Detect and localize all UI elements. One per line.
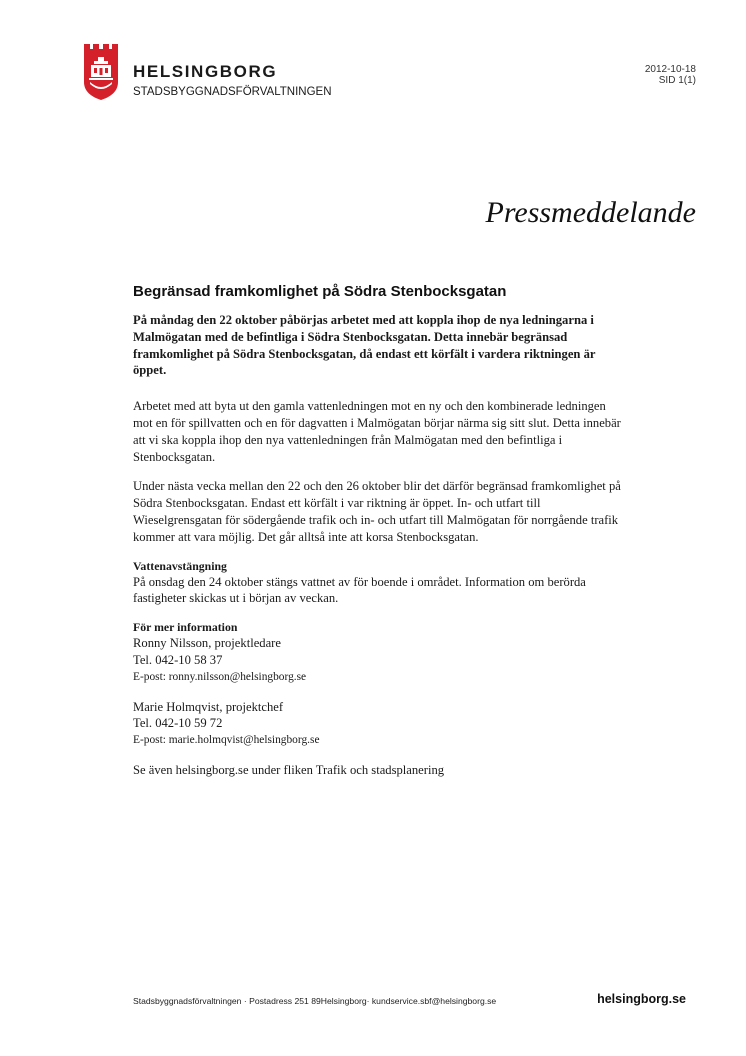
contact-2-block <box>133 699 623 749</box>
contact-1-email[interactable]: E-post: ronny.nilsson@helsingborg.se <box>133 670 307 683</box>
helsingborg-crest-icon <box>82 44 120 100</box>
contact-heading: För mer information <box>133 620 238 635</box>
contact-2-email[interactable]: E-post: marie.holmqvist@helsingborg.se <box>133 734 320 747</box>
contact-1-phone: Tel. 042-10 58 37 <box>133 652 223 667</box>
department-name: STADSBYGGNADSFÖRVALTNINGEN <box>133 86 332 98</box>
footer-address: Stadsbyggnadsförvaltningen · Postadress 251 89Helsingborg· kundservice.sbf@helsingborg.se <box>133 996 497 1006</box>
document-type-title: Pressmeddelande <box>485 196 696 229</box>
contact-2-name: Marie Holmqvist, projektchef <box>133 699 284 714</box>
article-paragraph-2: Under nästa vecka mellan den 22 och den 26 oktober blir det därför begränsad framkomlighet på Södra Stenbocksgatan. Endast ett körfält i var riktning är öppet. In- och utfart till Wieselgrensgatan för södergående trafik och in- och utfart till Malmögatan för norrgående trafik kommer att vara möjlig. Det går alltså inte att korsa Stenbocksgatan. <box>133 479 621 544</box>
article-lead: På måndag den 22 oktober påbörjas arbetet med att koppla ihop de nya ledningarna i Malmögatan med de befintliga i Södra Stenbocksgatan. Detta innebär begränsad framkomlighet på Södra Stenbocksgatan, då endast ett körfält i vardera riktningen är öppet. <box>133 313 596 378</box>
organization-name: HELSINGBORG <box>133 62 278 81</box>
water-shutoff-text: På onsdag den 24 oktober stängs vattnet av för boende i området. Information om berörda fastigheter skickas ut i början av veckan. <box>133 574 586 606</box>
contact-2-phone: Tel. 042-10 59 72 <box>133 716 223 731</box>
contact-1-name: Ronny Nilsson, projektledare <box>133 636 281 651</box>
article-headline: Begränsad framkomlighet på Södra Stenbocksgatan <box>133 283 507 300</box>
article-body <box>133 282 623 792</box>
footer-website-link[interactable]: helsingborg.se <box>597 992 686 1006</box>
document-date: 2012-10-18 <box>644 64 696 75</box>
see-also-text: Se även helsingborg.se under fliken Trafik och stadsplanering <box>133 762 445 777</box>
crest-svg <box>82 44 120 100</box>
page-number: SID 1(1) <box>658 75 696 86</box>
water-shutoff-section <box>133 559 623 608</box>
article-paragraph-1: Arbetet med att byta ut den gamla vattenledningen mot en ny och den kombinerade ledningen mot en för spillvatten och en för dagvatten i Malmögatan börjar närma sig sitt slut. Detta innebär att vi ska koppla ihop den nya vattenledningen från Malmögatan med den befintliga i Stenbocksgatan. <box>133 399 621 464</box>
water-shutoff-heading: Vattenavstängning <box>133 558 227 573</box>
contact-section <box>133 620 623 685</box>
